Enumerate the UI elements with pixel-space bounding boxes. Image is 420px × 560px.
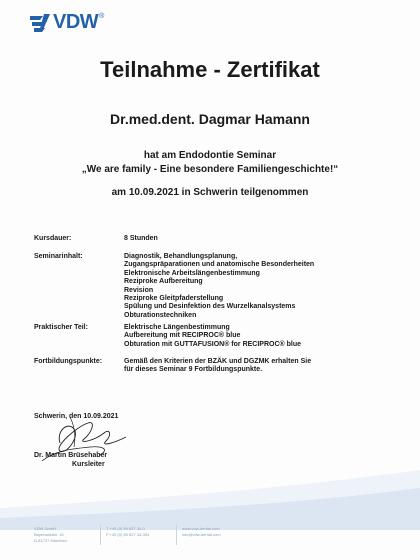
vdw-logo-mark-icon	[30, 14, 50, 32]
page-title: Teilnahme - Zertifikat	[100, 57, 320, 82]
detail-label: Fortbildungspunkte:	[34, 358, 103, 365]
detail-label: Seminarinhalt:	[34, 253, 83, 260]
list-item: Obturationstechniken	[124, 311, 197, 319]
footer-web	[182, 526, 221, 538]
footer-email-line[interactable]: info@vdw-dental.com	[182, 532, 221, 537]
footer-company-line: D-81737 München	[34, 538, 67, 543]
footer-company-line: Bayerwaldstr. 15	[34, 532, 64, 537]
list-item: Diagnostik, Behandlungsplanung,	[124, 253, 238, 260]
footer-web-line[interactable]: www.vdw-dental.com	[182, 526, 220, 531]
detail-label: Kursdauer:	[34, 235, 72, 242]
list-item: Zugangspräparationen und anatomische Besonderheiten	[124, 261, 315, 269]
list-item: Obturation mit GUTTAFUSION® for RECIPROC® blue	[124, 340, 302, 348]
footer-divider	[100, 525, 101, 545]
list-item: Spülung und Desinfektion des Wurzelkanalsystems	[124, 303, 296, 311]
list-item: Reziproke Gleitpfaderstellung	[124, 295, 224, 303]
signatory-role: Kursleiter	[72, 461, 105, 468]
footer-company-line: VDW GmbH	[34, 526, 56, 531]
intro-line-1: hat am Endodontie Seminar	[143, 150, 277, 161]
list-item: Aufbereitung mit RECIPROC® blue	[124, 332, 241, 340]
footer-phone	[106, 526, 149, 538]
logo-text: VDW	[53, 11, 99, 33]
detail-label: Praktischer Teil:	[34, 324, 88, 331]
footer-phone-line: T +49 (0) 89 627 34-0	[106, 526, 145, 531]
vdw-logo	[30, 11, 104, 34]
list-item: Reziproke Aufbereitung	[124, 278, 203, 286]
participant-name: Dr.med.dent. Dagmar Hamann	[110, 111, 310, 127]
footer-divider	[176, 525, 177, 545]
logo-registered-mark: ®	[99, 13, 105, 20]
signatory-name: Dr. Martin Brüsehaber	[34, 452, 108, 459]
list-item: für dieses Seminar 9 Fortbildungspunkte.	[124, 366, 263, 374]
footer-phone-line: F +49 (0) 89 627 34-304	[106, 532, 150, 537]
footer-company	[34, 526, 67, 544]
intro-date-line: am 10.09.2021 in Schwerin teilgenommen	[111, 187, 309, 198]
list-item: Revision	[124, 286, 154, 294]
list-item: Gemäß den Kriterien der BZÄK und DGZMK erhalten Sie	[124, 358, 312, 365]
detail-value: 8 Stunden	[124, 235, 158, 242]
footer	[0, 520, 420, 560]
list-item: Elektrische Längenbestimmung	[124, 324, 230, 331]
list-item: Elektronische Arbeitslängenbestimmung	[124, 269, 260, 277]
seminar-title: „We are family - Eine besondere Familiengeschichte!“	[81, 164, 339, 175]
signature-place-date: Schwerin, den 10.09.2021	[34, 413, 119, 420]
